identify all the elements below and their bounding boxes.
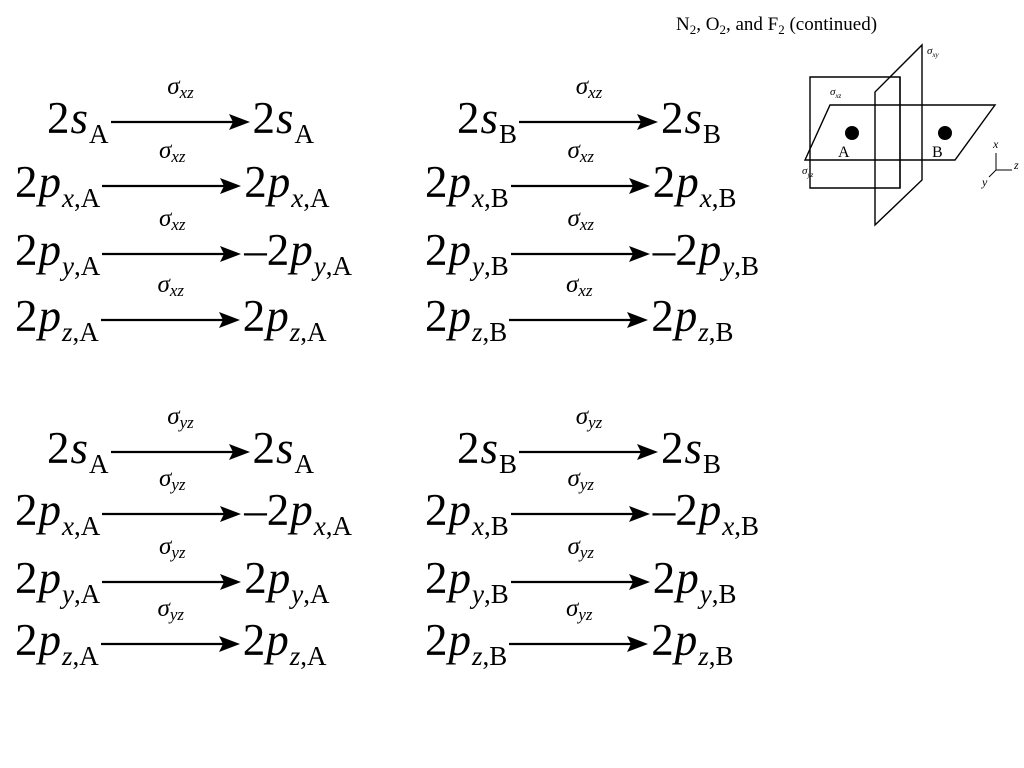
operation-label: σxz xyxy=(575,73,603,102)
orbital-letter: p xyxy=(448,615,471,665)
axis-subscript: y xyxy=(62,579,74,609)
operation-label: σyz xyxy=(575,403,603,432)
y-axis-label: y xyxy=(982,175,988,189)
term-coefficient: 2 xyxy=(457,423,480,473)
term-coefficient: 2 xyxy=(651,291,674,341)
axis-subscript: x xyxy=(291,183,304,213)
term-coefficient: 2 xyxy=(242,291,266,341)
term-coefficient: 2 xyxy=(47,423,70,473)
term-coefficient: 2 xyxy=(15,553,38,603)
atom-subscript: A xyxy=(307,641,327,671)
atom-subscript: B xyxy=(489,317,508,347)
operation-arrow xyxy=(111,73,251,133)
atom-subscript: B xyxy=(499,449,518,479)
axis-subscript: y xyxy=(472,251,484,281)
orbital-letter: p xyxy=(266,291,289,341)
equation-yz-a-4 xyxy=(15,595,327,671)
orbital-letter: p xyxy=(38,615,61,665)
atom-subscript: B xyxy=(490,183,509,213)
operation-arrow xyxy=(111,403,251,463)
term-subscript: x,A xyxy=(313,511,352,541)
symmetry-planes-diagram xyxy=(790,40,1024,230)
term-subscript: x,A xyxy=(62,511,101,541)
operation-arrow xyxy=(509,271,649,331)
orbital-term-right xyxy=(661,423,722,479)
orbital-letter: p xyxy=(38,225,61,275)
orbital-term-left xyxy=(425,157,509,213)
term-coefficient: –2 xyxy=(652,225,698,275)
term-coefficient: 2 xyxy=(252,423,276,473)
orbital-letter: p xyxy=(38,291,61,341)
term-coefficient: 2 xyxy=(47,93,70,143)
sigma-yz-label: $\sigma_{yz}$ xyxy=(802,165,814,179)
orbital-term-right xyxy=(651,615,734,671)
axis-subscript: y xyxy=(472,579,484,609)
z-axis-label: z xyxy=(1014,158,1019,172)
term-coefficient: 2 xyxy=(652,157,676,207)
orbital-letter: s xyxy=(276,93,294,143)
title-text: (continued) xyxy=(784,14,878,35)
title-subscript: 2 xyxy=(778,22,785,37)
orbital-letter: p xyxy=(448,225,471,275)
orbital-term-left xyxy=(15,157,101,213)
orbital-letter: p xyxy=(448,157,471,207)
term-subscript: y,B xyxy=(472,579,509,609)
orbital-letter: p xyxy=(448,485,471,535)
term-coefficient: 2 xyxy=(425,157,448,207)
operation-label: σyz xyxy=(157,595,185,624)
orbital-letter: p xyxy=(674,291,698,341)
orbital-letter: p xyxy=(698,485,722,535)
operation-arrow xyxy=(102,533,242,593)
coordinate-axes xyxy=(989,153,1012,177)
orbital-term-left xyxy=(47,423,109,479)
axis-subscript: x xyxy=(62,511,74,541)
operation-label: σyz xyxy=(567,465,594,494)
term-subscript xyxy=(295,451,315,478)
orbital-letter: s xyxy=(684,423,703,473)
equation-yz-b-3 xyxy=(425,533,737,609)
term-subscript xyxy=(703,121,721,148)
orbital-letter: p xyxy=(38,157,61,207)
operation-arrow xyxy=(102,137,242,197)
axis-subscript: y xyxy=(313,251,326,281)
term-coefficient: 2 xyxy=(425,225,448,275)
term-subscript: z,B xyxy=(698,641,734,671)
orbital-letter: s xyxy=(276,423,294,473)
term-subscript xyxy=(295,121,315,148)
term-subscript: y,A xyxy=(62,579,101,609)
orbital-letter: p xyxy=(38,485,61,535)
atom-subscript: A xyxy=(309,579,330,609)
orbital-term-right xyxy=(652,553,737,609)
term-coefficient: 2 xyxy=(252,93,276,143)
sigma-xy-label: $\sigma_{xy}$ xyxy=(927,45,939,59)
orbital-letter: p xyxy=(290,485,313,535)
atom-subscript: B xyxy=(703,449,722,479)
atom-subscript: A xyxy=(294,119,315,149)
term-subscript: z,B xyxy=(472,317,508,347)
title-subscript: 2 xyxy=(689,22,697,37)
operation-arrow xyxy=(102,465,242,525)
term-subscript: x,A xyxy=(62,183,101,213)
term-subscript: y,A xyxy=(313,251,352,281)
title-text: , and F xyxy=(725,14,779,35)
orbital-term-left xyxy=(425,485,509,541)
orbital-term-right xyxy=(661,93,722,149)
atom-subscript: A xyxy=(79,641,99,671)
term-coefficient: –2 xyxy=(652,485,698,535)
atom-b-label: B xyxy=(932,144,943,161)
operation-arrow xyxy=(511,205,651,265)
axis-subscript: x xyxy=(472,511,484,541)
term-subscript: z,B xyxy=(472,641,508,671)
equation-xz-a-2 xyxy=(15,137,330,213)
atom-subscript: B xyxy=(490,511,509,541)
atom-subscript: B xyxy=(490,251,509,281)
operation-label: σxz xyxy=(158,205,186,234)
equation-xz-a-4 xyxy=(15,271,327,347)
orbital-term-left xyxy=(15,225,101,281)
axis-subscript: y xyxy=(722,251,735,281)
orbital-term-left xyxy=(425,291,508,347)
operation-arrow xyxy=(511,137,651,197)
atom-subscript: A xyxy=(307,317,327,347)
axis-subscript: x xyxy=(62,183,74,213)
equation-yz-b-4 xyxy=(425,595,734,671)
term-coefficient: 2 xyxy=(15,485,38,535)
term-subscript: x,A xyxy=(291,183,330,213)
axis-subscript: y xyxy=(62,251,74,281)
term-coefficient: 2 xyxy=(15,157,38,207)
operation-arrow xyxy=(511,533,651,593)
axis-subscript: z xyxy=(698,641,709,671)
orbital-term-right xyxy=(244,553,330,609)
term-subscript: z,A xyxy=(289,641,327,671)
title-subscript: 2 xyxy=(719,22,726,37)
axis-subscript: x xyxy=(699,183,712,213)
orbital-letter: p xyxy=(267,157,291,207)
atom-subscript: A xyxy=(89,449,109,479)
orbital-term-left xyxy=(15,553,101,609)
term-coefficient: 2 xyxy=(244,553,267,603)
axis-subscript: z xyxy=(289,641,301,671)
term-coefficient: 2 xyxy=(651,615,674,665)
equation-xz-b-2 xyxy=(425,137,737,213)
term-subscript: z,A xyxy=(289,317,327,347)
equation-yz-a-1 xyxy=(47,403,315,479)
term-subscript: x,B xyxy=(472,183,509,213)
orbital-term-right xyxy=(652,157,737,213)
orbital-letter: p xyxy=(290,225,313,275)
orbital-term-right xyxy=(242,615,327,671)
operation-arrow xyxy=(102,205,242,265)
equation-yz-a-2 xyxy=(15,465,352,541)
orbital-term-left xyxy=(457,423,518,479)
operation-label: σxz xyxy=(158,137,186,166)
atom-subscript: A xyxy=(294,449,315,479)
orbital-letter: s xyxy=(480,423,499,473)
atom-a-label: A xyxy=(838,144,850,161)
orbital-term-right xyxy=(242,291,327,347)
equation-yz-a-3 xyxy=(15,533,330,609)
atom-subscript: B xyxy=(718,183,737,213)
atom-subscript: A xyxy=(89,119,109,149)
term-coefficient: 2 xyxy=(661,423,684,473)
equation-xz-b-1 xyxy=(457,73,722,149)
equation-yz-b-2 xyxy=(425,465,759,541)
orbital-letter: p xyxy=(267,553,291,603)
axis-subscript: x xyxy=(313,511,326,541)
atom-subscript: B xyxy=(499,119,518,149)
equation-xz-a-3 xyxy=(15,205,352,281)
term-coefficient: 2 xyxy=(15,291,38,341)
axis-subscript: x xyxy=(722,511,735,541)
orbital-term-right xyxy=(244,225,352,281)
term-coefficient: –2 xyxy=(244,225,290,275)
orbital-letter: p xyxy=(448,291,471,341)
equation-xz-b-3 xyxy=(425,205,759,281)
orbital-letter: s xyxy=(70,423,89,473)
atom-subscript: A xyxy=(332,251,352,281)
atom-subscript: B xyxy=(718,579,737,609)
axis-subscript: z xyxy=(472,317,483,347)
slide-title xyxy=(676,14,877,36)
orbital-term-right xyxy=(244,485,352,541)
atom-subscript: A xyxy=(309,183,330,213)
orbital-term-left xyxy=(425,615,508,671)
orbital-letter: p xyxy=(676,553,699,603)
operation-label: σxz xyxy=(157,271,185,300)
term-coefficient: 2 xyxy=(244,157,267,207)
term-subscript: y,A xyxy=(291,579,330,609)
axis-subscript: y xyxy=(291,579,304,609)
orbital-letter: s xyxy=(684,93,703,143)
operation-arrow xyxy=(511,465,651,525)
atom-subscript: B xyxy=(715,641,734,671)
orbital-letter: p xyxy=(38,553,61,603)
operation-label: σyz xyxy=(567,533,594,562)
xy-plane xyxy=(875,45,922,225)
operation-label: σxz xyxy=(566,271,593,300)
title-text: , O xyxy=(696,14,720,35)
term-subscript: y,B xyxy=(472,251,509,281)
atom-subscript: A xyxy=(80,183,101,213)
equation-xz-a-1 xyxy=(47,73,315,149)
atom-subscript: B xyxy=(715,317,734,347)
orbital-term-right xyxy=(652,485,759,541)
term-subscript: x,B xyxy=(722,511,759,541)
operation-label: σxz xyxy=(567,205,594,234)
term-subscript: y,B xyxy=(699,579,737,609)
operation-label: σxz xyxy=(167,73,194,102)
atom-subscript: B xyxy=(703,119,722,149)
term-coefficient: 2 xyxy=(457,93,480,143)
orbital-term-left xyxy=(47,93,109,149)
orbital-letter: p xyxy=(448,553,471,603)
atom-subscript: A xyxy=(80,579,101,609)
orbital-letter: s xyxy=(70,93,89,143)
orbital-term-left xyxy=(425,225,509,281)
atom-subscript: A xyxy=(80,511,101,541)
term-coefficient: –2 xyxy=(244,485,290,535)
atom-a-dot xyxy=(845,126,859,140)
axis-subscript: y xyxy=(699,579,712,609)
operation-label: σxz xyxy=(567,137,594,166)
operation-arrow xyxy=(519,403,659,463)
orbital-term-right xyxy=(252,423,315,479)
x-axis-label: x xyxy=(993,137,999,151)
axis-subscript: z xyxy=(62,641,73,671)
operation-arrow xyxy=(101,595,241,655)
term-subscript xyxy=(703,451,721,478)
term-coefficient: 2 xyxy=(425,615,448,665)
orbital-letter: p xyxy=(674,615,698,665)
atom-subscript: A xyxy=(80,251,101,281)
atom-subscript: A xyxy=(79,317,99,347)
orbital-term-left xyxy=(425,553,509,609)
atom-b-dot xyxy=(938,126,952,140)
operation-arrow xyxy=(101,271,241,331)
term-subscript: z,A xyxy=(62,317,99,347)
orbital-term-left xyxy=(15,291,99,347)
operation-label: σyz xyxy=(158,465,186,494)
term-subscript: y,B xyxy=(722,251,759,281)
term-subscript: y,A xyxy=(62,251,101,281)
term-subscript: z,A xyxy=(62,641,99,671)
orbital-term-right xyxy=(651,291,734,347)
orbital-letter: p xyxy=(676,157,699,207)
axis-subscript: z xyxy=(289,317,301,347)
term-coefficient: 2 xyxy=(242,615,266,665)
orbital-term-left xyxy=(15,615,99,671)
atom-subscript: B xyxy=(490,579,509,609)
orbital-letter: s xyxy=(480,93,499,143)
term-subscript: x,B xyxy=(699,183,737,213)
atom-subscript: B xyxy=(489,641,508,671)
term-coefficient: 2 xyxy=(425,485,448,535)
orbital-term-right xyxy=(252,93,315,149)
term-coefficient: 2 xyxy=(652,553,676,603)
equation-yz-b-1 xyxy=(457,403,722,479)
orbital-term-right xyxy=(652,225,759,281)
orbital-letter: p xyxy=(698,225,722,275)
term-subscript: z,B xyxy=(698,317,734,347)
orbital-term-right xyxy=(244,157,330,213)
axis-subscript: z xyxy=(62,317,73,347)
atom-subscript: A xyxy=(332,511,352,541)
operation-label: σyz xyxy=(566,595,593,624)
equation-xz-b-4 xyxy=(425,271,734,347)
operation-arrow xyxy=(519,73,659,133)
operation-label: σyz xyxy=(167,403,194,432)
axis-subscript: x xyxy=(472,183,484,213)
term-coefficient: 2 xyxy=(425,553,448,603)
term-coefficient: 2 xyxy=(425,291,448,341)
term-coefficient: 2 xyxy=(15,225,38,275)
axis-subscript: z xyxy=(698,317,709,347)
atom-subscript: B xyxy=(740,251,759,281)
sigma-xz-label: $\sigma_{xz}$ xyxy=(830,86,842,100)
orbital-term-left xyxy=(457,93,518,149)
operation-arrow xyxy=(509,595,649,655)
term-coefficient: 2 xyxy=(15,615,38,665)
orbital-letter: p xyxy=(266,615,289,665)
axis-subscript: z xyxy=(472,641,483,671)
orbital-term-left xyxy=(15,485,101,541)
atom-subscript: B xyxy=(740,511,759,541)
term-coefficient: 2 xyxy=(661,93,684,143)
operation-label: σyz xyxy=(158,533,186,562)
title-text: N xyxy=(676,14,690,35)
term-subscript: x,B xyxy=(472,511,509,541)
